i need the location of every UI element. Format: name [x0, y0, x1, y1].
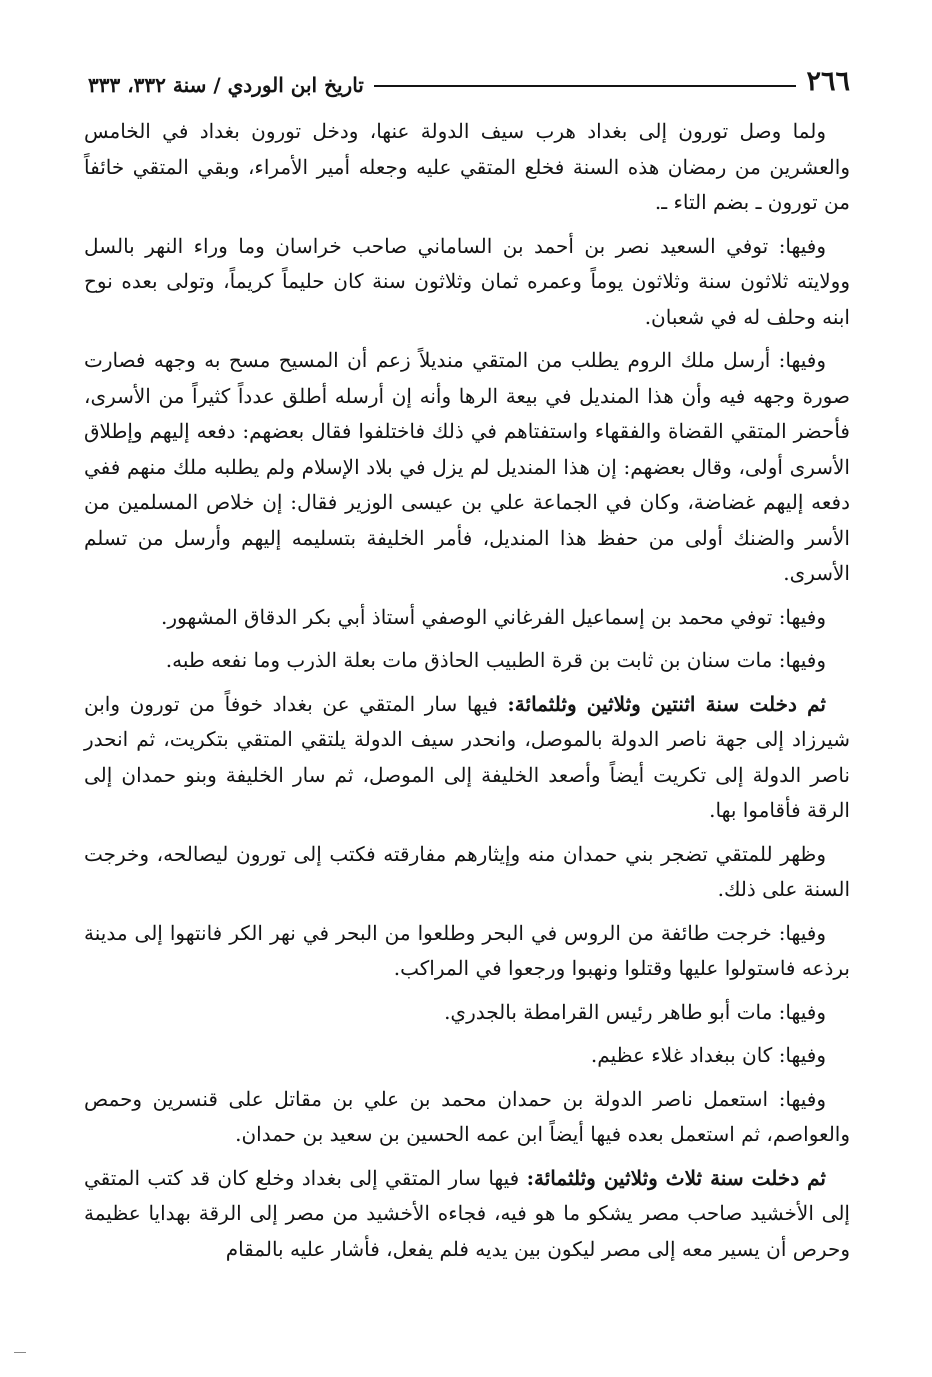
- body-text: [84, 114, 850, 1275]
- paragraph: وفيها: توفي محمد بن إسماعيل الفرغاني الوصفي أستاذ أبي بكر الدقاق المشهور.: [161, 604, 826, 629]
- paragraph: وفيها: أرسل ملك الروم يطلب من المتقي منديلاً زعم أن المسيح مسح به وجهه فصارت صورة وجهه فيه وأن هذا المنديل في بيعة الرها وأنه إن أرسله أطلق عدداً كثيراً من الأسرى، فأحضر المتقي القضاة والفقهاء واستفتاهم في ذلك فاختلفوا فقال بعضهم: دفعه إليهم وإطلاق الأسرى أولى، وقال بعضهم: إن هذا المنديل لم يزل في بلاد الإسلام ولم يطلبه ملك منهم ففي دفعه إليهم غضاضة، وكان في الجماعة علي بن عيسى الوزير فقال: إن خلاص المسلمين من الأسر والضنك أولى من حفظ هذا المنديل، فأمر الخليفة بتسليمه إليهم وأرسل من تسلم الأسرى.: [84, 348, 850, 585]
- year-heading: ثم دخلت سنة ثلاث وثلاثين وثلثمائة:: [526, 1165, 826, 1190]
- paragraph: وفيها: كان ببغداد غلاء عظيم.: [590, 1043, 826, 1067]
- page-number: ٢٦٦: [806, 66, 850, 97]
- paragraph-year-heading: [84, 1161, 850, 1268]
- running-title: تاريخ ابن الوردي / سنة ٣٣٢، ٣٣٣: [88, 73, 364, 97]
- paragraph-text: فيها سار المتقي إلى بغداد وخلع كان قد كتب المتقي إلى الأخشيد صاحب مصر يشكو ما هو فيه، فجاءه الأخشيد من مصر إلى الرقة بهدايا عظيمة وحرص أن يسير معه إلى مصر ليكون بين يديه فلم يفعل، فأشار عليه بالمقام: [84, 1165, 850, 1261]
- paragraph: وفيها: استعمل ناصر الدولة بن حمدان محمد بن علي بن مقاتل على قنسرين وحمص والعواصم، ثم استعمل بعده فيها أيضاً ابن عمه الحسين بن سعيد بن حمدان.: [84, 1086, 850, 1146]
- paragraph: وفيها: توفي السعيد نصر بن أحمد بن الساماني صاحب خراسان وما وراء النهر بالسل وولايته ثلاثون سنة وثلاثون يوماً وعمره ثمان وثلاثون سنة كان حليماً كريماً، وتولى بعده نوح ابنه وحلف له في شعبان.: [84, 233, 850, 329]
- paragraph: وظهر للمتقي تضجر بني حمدان منه وإيثارهم مفارقته فكتب إلى تورون ليصالحه، وخرجت السنة على ذلك.: [84, 841, 850, 901]
- year-heading: ثم دخلت سنة اثنتين وثلاثين وثلثمائة:: [507, 691, 826, 716]
- paragraph: وفيها: مات أبو طاهر رئيس القرامطة بالجدري.: [444, 999, 826, 1024]
- running-head: [88, 55, 850, 95]
- paragraph: وفيها: مات سنان بن ثابت بن قرة الطبيب الحاذق مات بعلة الذرب وما نفعه طبه.: [165, 648, 826, 672]
- header-rule: [374, 85, 797, 87]
- paragraph-text: فيها سار المتقي عن بغداد خوفاً من تورون وابن شيرزاد إلى جهة ناصر الدولة بالموصل، وانحدر سيف الدولة يلتقي المتقي بتكريت، ثم انحدر ناصر الدولة إلى تكريت أيضاً وأصعد الخليفة إلى الموصل، ثم سار الخليفة وبنو حمدان إلى الرقة فأقاموا بها.: [84, 691, 850, 822]
- paragraph: وفيها: خرجت طائفة من الروس في البحر وطلعوا من البحر في نهر الكر فانتهوا إلى مدينة برذعه فاستولوا عليها وقتلوا ونهبوا ورجعوا في المراكب.: [84, 920, 850, 980]
- scan-mark: [14, 1352, 26, 1353]
- paragraph-year-heading: [84, 687, 850, 829]
- paragraph: ولما وصل تورون إلى بغداد هرب سيف الدولة عنها، ودخل تورون بغداد في الخامس والعشرين من رمضان هذه السنة فخلع المتقي عليه وجعله أمير الأمراء، وبقي المتقي خائفاً من تورون ـ بضم التاء ـ.: [84, 119, 850, 214]
